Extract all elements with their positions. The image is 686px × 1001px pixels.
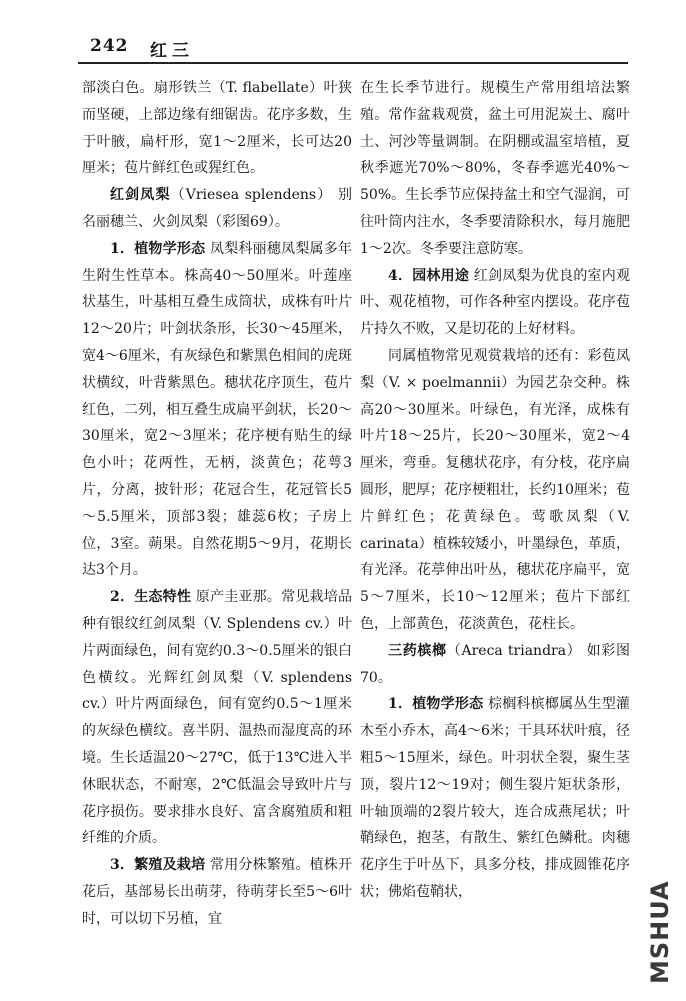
paragraph: 部淡白色。扇形铁兰（T. flabellate）叶狭而坚硬，上部边缘有细锯齿。花序多数，生于叶腋，扁杆形，宽1～2厘米，长可达20厘米；苞片鲜红色或猩红色。	[82, 80, 352, 177]
section-heading: 4．园林用途	[388, 267, 470, 284]
section-body: 凤梨科丽穗凤梨属多年生附生性草本。株高40～50厘米。叶莲座状基生，叶基相互叠生成筒状，成株有叶片12～20片；叶剑状条形，长30～45厘米，宽4～6厘米，有灰绿色和紫黑色相间的虎斑状横纹，叶背紫黑色。穗状花序顶生，苞片红色，二列，相互叠生成扁平剑状，长20～30厘米，宽2～3厘米；花序梗有贴生的绿色小叶；花两性，无柄，淡黄色；花萼3片，分离，披针形；花冠合生，花冠管长5～5.5厘米，顶部3裂；雄蕊6枚；子房上位，3室。蒴果。自然花期5～9月，花期长达3个月。	[82, 240, 352, 579]
section-body: 红剑凤梨为优良的室内观叶、观花植物，可作各种室内摆设。花序苞片持久不败，又是切花的上好材料。	[360, 267, 631, 338]
watermark-text: MSHUA	[646, 880, 674, 985]
section-heading: 2．生态特性	[110, 589, 192, 606]
paragraph	[82, 584, 352, 852]
paragraph: 同属植物常见观赏栽培的还有：彩苞凤梨（V. × poelmannii）为园艺杂交种。株高20～30厘米。叶绿色，有光泽，成株有叶片18～25片，长20～30厘米，宽2～4厘米，弯垂。复穗状花序，有分枝，花序扁圆形，肥厚；花序梗粗壮，长约10厘米；苞片鲜红色；花黄绿色。莺歌凤梨（V. carinata）植株较矮小，叶墨绿色，革质，有光泽。花葶伸出叶丛，穗状花序扁平，宽5～7厘米，长10～12厘米；苞片下部红色，上部黄色，花淡黄色，花柱长。	[360, 347, 630, 632]
section-body: 棕榈科槟榔属丛生型灌木至小乔木，高4～6米；干具环状叶痕，径粗5～15厘米，绿色。叶羽状全裂，聚生茎顶，裂片12～19对；侧生裂片矩状条形，叶轴顶端的2裂片较大，连合成燕尾状；叶鞘绿色，抱茎，有散生、紫红色鳞秕。肉穗花序生于叶丛下，具多分枝，排成圆锥花序状；佛焰苞鞘状，	[360, 696, 630, 900]
right-column	[360, 75, 630, 906]
section-body: 常用分株繁殖。植株开花后，基部易长出萌芽，待萌芽长至5～6叶时，可以切下另植，宜	[82, 857, 352, 927]
paragraph	[82, 182, 352, 236]
section-heading: 3．繁殖及栽培	[110, 857, 206, 874]
entry-subtitle: （Areca triandra） 如彩图70。	[360, 642, 631, 686]
entry-subtitle: （Vriesea splendens） 别名丽穗兰、火剑凤梨（彩图69）。	[82, 187, 353, 230]
page-number: 242	[90, 36, 129, 56]
section-body: 原产圭亚那。常见栽培品种有银纹红剑凤梨（V. Splendens cv.）叶片两面绿色，间有宽约0.3～0.5厘米的银白色横纹。光辉红剑凤梨（V. splendens cv.）叶片两面绿色，间有宽约0.5～1厘米的灰绿色横纹。喜半阴、温热而湿度高的环境。生长适温20～27℃，低于13℃进入半休眠状态，不耐寒，2℃低温会导致叶片与花序损伤。要求排水良好、富含腐殖质和粗纤维的介质。	[82, 589, 353, 847]
paragraph	[360, 263, 630, 343]
paragraph	[82, 236, 352, 584]
paragraph	[360, 691, 630, 905]
paragraph: 在生长季节进行。规模生产常用组培法繁殖。常作盆栽观赏，盆土可用泥炭土、腐叶土、河沙等量调制。在阴棚或温室培植，夏秋季遮光70%～80%，冬春季遮光40%～50%。生长季节应保持盆土和空气湿润，可往叶筒内注水，冬季要清除积水，每月施肥1～2次。冬季要注意防寒。	[360, 80, 630, 257]
entry-title: 三药槟榔	[388, 642, 447, 659]
left-column	[82, 75, 352, 933]
paragraph	[360, 638, 630, 692]
header-rule	[78, 62, 628, 64]
running-title: 红三	[150, 41, 194, 61]
section-heading: 1．植物学形态	[110, 240, 206, 257]
section-heading: 1．植物学形态	[388, 696, 484, 713]
entry-title: 红剑凤梨	[110, 187, 171, 204]
paragraph	[82, 852, 352, 932]
page-header	[78, 30, 628, 60]
